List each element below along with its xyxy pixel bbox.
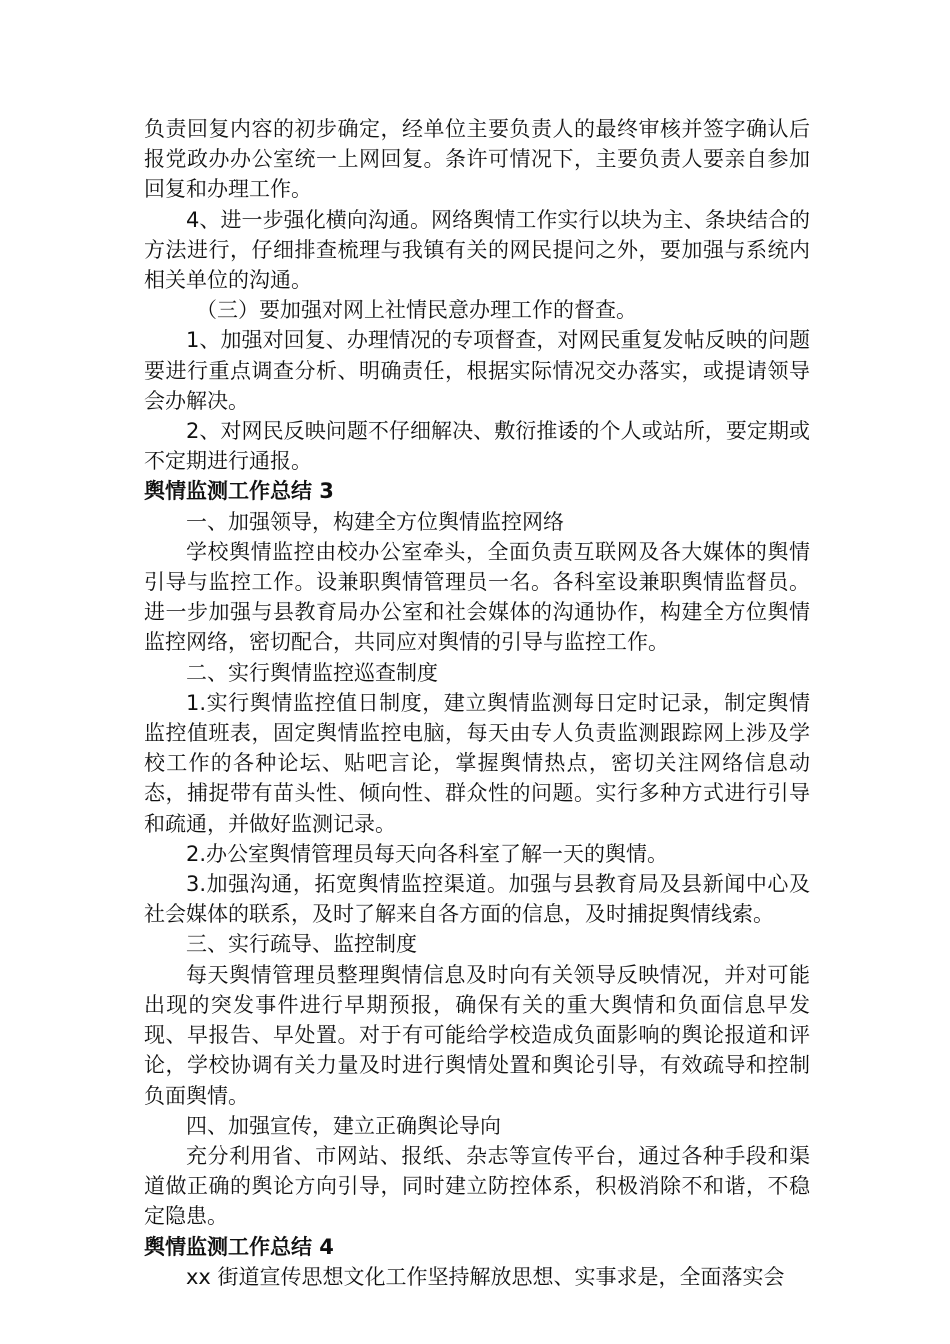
paragraph: 1、加强对回复、办理情况的专项督查，对网民重复发帖反映的问题要进行重点调查分析、明确责任，根据实际情况交办落实，或提请领导会办解决。	[144, 328, 810, 413]
paragraph: 2、对网民反映问题不仔细解决、敷衍推诿的个人或站所，要定期或不定期进行通报。	[144, 419, 810, 474]
paragraph: 1.实行舆情监控值日制度，建立舆情监测每日定时记录，制定舆情监控值班表，固定舆情监控电脑，每天由专人负责监测跟踪网上涉及学校工作的各种论坛、贴吧言论，掌握舆情热点，密切关注网络信息动态，捕捉带有苗头性、倾向性、群众性的问题。实行多种方式进行引导和疏通，并做好监测记录。	[144, 690, 810, 836]
paragraph: 三、实行疏导、监控制度	[186, 932, 417, 957]
paragraph: 充分利用省、市网站、报纸、杂志等宣传平台，通过各种手段和渠道做正确的舆论方向引导，同时建立防控体系，积极消除不和谐，不稳定隐患。	[144, 1143, 810, 1229]
paragraph: 四、加强宣传，建立正确舆论导向	[186, 1113, 501, 1138]
paragraph: 3.加强沟通，拓宽舆情监控渠道。加强与县教育局及县新闻中心及社会媒体的联系，及时了解来自各方面的信息，及时捕捉舆情线索。	[144, 872, 810, 927]
section-heading: 舆情监测工作总结 3	[144, 479, 334, 504]
section-heading: 舆情监测工作总结 4	[144, 1234, 334, 1259]
subsection-heading: （三）要加强对网上社情民意办理工作的督查。	[196, 298, 637, 323]
document-page	[144, 114, 810, 1292]
paragraph: 每天舆情管理员整理舆情信息及时向有关领导反映情况，并对可能出现的突发事件进行早期预报，确保有关的重大舆情和负面信息早发现、早报告、早处置。对于有可能给学校造成负面影响的舆论报道和评论，学校协调有关力量及时进行舆情处置和舆论引导，有效疏导和控制负面舆情。	[144, 962, 810, 1108]
paragraph: 4、进一步强化横向沟通。网络舆情工作实行以块为主、条块结合的方法进行，仔细排查梳理与我镇有关的网民提问之外，要加强与系统内相关单位的沟通。	[144, 207, 810, 293]
paragraph: xx 街道宣传思想文化工作坚持解放思想、实事求是，全面落实会	[186, 1264, 785, 1289]
paragraph: 学校舆情监控由校办公室牵头，全面负责互联网及各大媒体的舆情引导与监控工作。设兼职舆情管理员一名。各科室设兼职舆情监督员。进一步加强与县教育局办公室和社会媒体的沟通协作，构建全方位舆情监控网络，密切配合，共同应对舆情的引导与监控工作。	[144, 539, 810, 655]
paragraph: 二、实行舆情监控巡查制度	[186, 660, 438, 685]
paragraph: 一、加强领导，构建全方位舆情监控网络	[186, 509, 564, 534]
paragraph: 2.办公室舆情管理员每天向各科室了解一天的舆情。	[186, 841, 669, 866]
paragraph: 负责回复内容的初步确定，经单位主要负责人的最终审核并签字确认后报党政办办公室统一上网回复。条许可情况下，主要负责人要亲自参加回复和办理工作。	[144, 117, 810, 202]
